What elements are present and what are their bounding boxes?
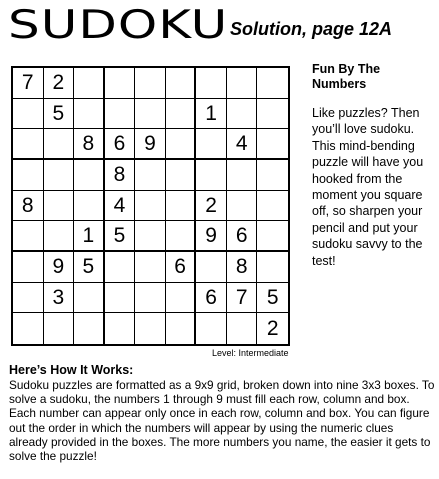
grid-cell-r2-c9[interactable] — [257, 99, 288, 130]
grid-cell-r2-c7[interactable]: 1 — [196, 99, 227, 130]
grid-cell-r6-c2[interactable] — [44, 221, 75, 252]
grid-cell-r1-c8[interactable] — [227, 68, 258, 99]
grid-cell-r7-c1[interactable] — [13, 252, 44, 283]
grid-cell-r5-c9[interactable] — [257, 191, 288, 222]
grid-cell-r9-c1[interactable] — [13, 313, 44, 344]
grid-cell-r4-c6[interactable] — [166, 160, 197, 191]
grid-cell-r7-c9[interactable] — [257, 252, 288, 283]
grid-cell-r4-c3[interactable] — [74, 160, 105, 191]
grid-cell-r4-c1[interactable] — [13, 160, 44, 191]
grid-cell-r7-c7[interactable] — [196, 252, 227, 283]
how-it-works-title: Here’s How It Works: — [9, 363, 134, 377]
grid-cell-r3-c7[interactable] — [196, 129, 227, 160]
grid-cell-r1-c1[interactable]: 7 — [13, 68, 44, 99]
grid-cell-r7-c6[interactable]: 6 — [166, 252, 197, 283]
grid-cell-r2-c3[interactable] — [74, 99, 105, 130]
grid-cell-r1-c3[interactable] — [74, 68, 105, 99]
grid-cell-r9-c7[interactable] — [196, 313, 227, 344]
grid-cell-r5-c7[interactable]: 2 — [196, 191, 227, 222]
grid-cell-r3-c2[interactable] — [44, 129, 75, 160]
grid-cell-r5-c1[interactable]: 8 — [13, 191, 44, 222]
grid-cell-r9-c5[interactable] — [135, 313, 166, 344]
sidebar — [312, 62, 437, 269]
grid-cell-r6-c1[interactable] — [13, 221, 44, 252]
grid-cell-r5-c3[interactable] — [74, 191, 105, 222]
grid-cell-r5-c2[interactable] — [44, 191, 75, 222]
grid-cell-r7-c5[interactable] — [135, 252, 166, 283]
grid-cell-r4-c9[interactable] — [257, 160, 288, 191]
grid-cell-r8-c2[interactable]: 3 — [44, 283, 75, 314]
grid-cell-r4-c7[interactable] — [196, 160, 227, 191]
grid-cell-r8-c3[interactable] — [74, 283, 105, 314]
grid-cell-r5-c5[interactable] — [135, 191, 166, 222]
grid-cell-r4-c8[interactable] — [227, 160, 258, 191]
grid-cell-r3-c4[interactable]: 6 — [105, 129, 136, 160]
solution-reference: Solution, page 12A — [230, 19, 393, 39]
sudoku-grid — [11, 66, 290, 346]
grid-cell-r2-c2[interactable]: 5 — [44, 99, 75, 130]
grid-cell-r3-c3[interactable]: 8 — [74, 129, 105, 160]
grid-cell-r3-c5[interactable]: 9 — [135, 129, 166, 160]
grid-cell-r8-c5[interactable] — [135, 283, 166, 314]
grid-cell-r2-c8[interactable] — [227, 99, 258, 130]
grid-cell-r5-c4[interactable]: 4 — [105, 191, 136, 222]
grid-cell-r3-c6[interactable] — [166, 129, 197, 160]
grid-cell-r8-c7[interactable]: 6 — [196, 283, 227, 314]
grid-cell-r7-c3[interactable]: 5 — [74, 252, 105, 283]
grid-cell-r1-c7[interactable] — [196, 68, 227, 99]
sidebar-body: Like puzzles? Then you’ll love sudoku. This mind-bending puzzle will have you hooked from the moment you square off, so sharpen your pencil and put your sudoku savvy to the test! — [312, 106, 424, 268]
grid-cell-r5-c6[interactable] — [166, 191, 197, 222]
grid-cell-r8-c9[interactable]: 5 — [257, 283, 288, 314]
grid-cell-r2-c6[interactable] — [166, 99, 197, 130]
sidebar-title: Fun By The Numbers — [312, 62, 381, 91]
grid-cell-r6-c9[interactable] — [257, 221, 288, 252]
sudoku-logo: SUDOKU — [8, 2, 229, 48]
grid-cell-r9-c4[interactable] — [105, 313, 136, 344]
grid-cell-r2-c1[interactable] — [13, 99, 44, 130]
grid-cell-r9-c3[interactable] — [74, 313, 105, 344]
grid-cell-r2-c4[interactable] — [105, 99, 136, 130]
grid-cell-r1-c9[interactable] — [257, 68, 288, 99]
grid-cell-r1-c2[interactable]: 2 — [44, 68, 75, 99]
how-it-works-body: Sudoku puzzles are formatted as a 9x9 grid, broken down into nine 3x3 boxes. To solve a sudoku, the numbers 1 through 9 must fill each row, column and box. Each number can appear only once in each row, column and box. You can figure out the order in which the numbers will appear by using the numeric clues already provided in the boxes. The more numbers you name, the easier it gets to solve the puzzle! — [9, 378, 435, 464]
grid-cell-r3-c8[interactable]: 4 — [227, 129, 258, 160]
grid-cell-r2-c5[interactable] — [135, 99, 166, 130]
grid-cell-r7-c4[interactable] — [105, 252, 136, 283]
grid-cell-r6-c4[interactable]: 5 — [105, 221, 136, 252]
grid-cell-r3-c1[interactable] — [13, 129, 44, 160]
grid-cell-r9-c9[interactable]: 2 — [266, 317, 279, 341]
grid-cell-r1-c6[interactable] — [166, 68, 197, 99]
grid-cell-r9-c2[interactable] — [44, 313, 75, 344]
grid-cell-r8-c8[interactable]: 7 — [227, 283, 258, 314]
difficulty-level: Level: Intermediate — [212, 348, 289, 358]
grid-cell-r1-c4[interactable] — [105, 68, 136, 99]
grid-cell-r3-c9[interactable] — [257, 129, 288, 160]
grid-cell-r7-c2[interactable]: 9 — [44, 252, 75, 283]
grid-cell-r6-c5[interactable] — [135, 221, 166, 252]
grid-cell-r4-c4[interactable]: 8 — [105, 160, 136, 191]
grid-cell-r8-c6[interactable] — [166, 283, 197, 314]
grid-cell-r8-c4[interactable] — [105, 283, 136, 314]
grid-cell-r6-c6[interactable] — [166, 221, 197, 252]
grid-cell-r6-c8[interactable]: 6 — [227, 221, 258, 252]
how-it-works — [9, 363, 435, 463]
grid-cell-r4-c2[interactable] — [44, 160, 75, 191]
grid-cell-r4-c5[interactable] — [135, 160, 166, 191]
grid-cell-r1-c5[interactable] — [135, 68, 166, 99]
grid-cell-r6-c3[interactable]: 1 — [74, 221, 105, 252]
grid-cell-r8-c1[interactable] — [13, 283, 44, 314]
grid-cell-r5-c8[interactable] — [227, 191, 258, 222]
grid-cell-r7-c8[interactable]: 8 — [227, 252, 258, 283]
grid-cell-r9-c8[interactable] — [227, 313, 258, 344]
grid-cell-r9-c6[interactable] — [166, 313, 197, 344]
grid-cell-r6-c7[interactable]: 9 — [196, 221, 227, 252]
